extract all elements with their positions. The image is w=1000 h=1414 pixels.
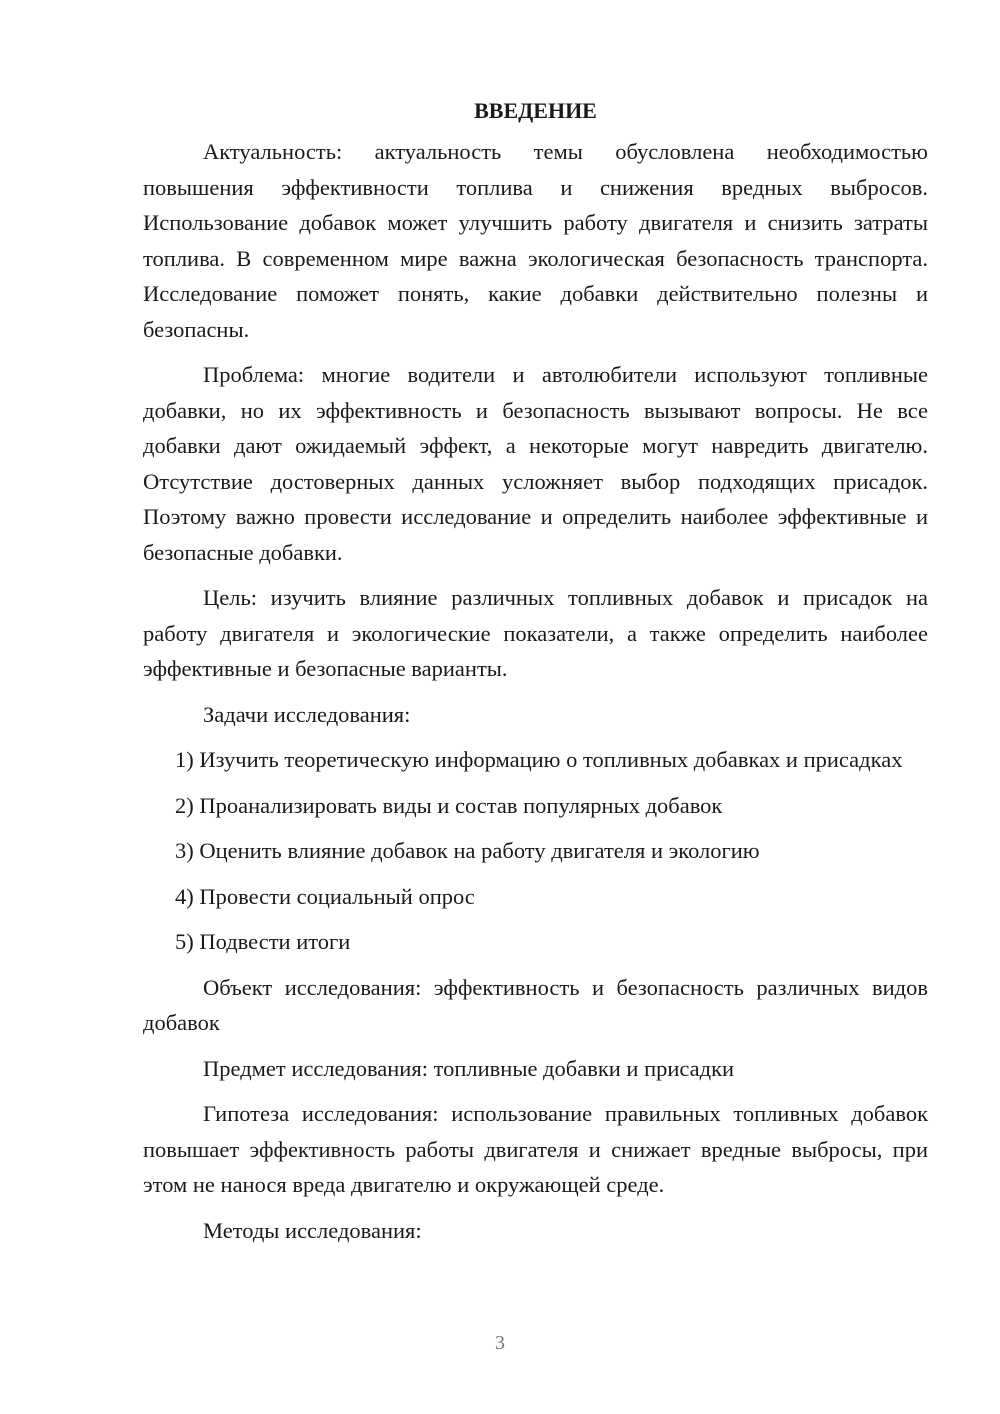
object-paragraph: Объект исследования: эффективность и безопасность различных видов добавок [143, 974, 928, 1035]
document-body [143, 96, 928, 1248]
relevance-paragraph: Актуальность: актуальность темы обусловлена необходимостью повышения эффективности топлива и снижения вредных выбросов. Использование добавок может улучшить работу двигателя и снизить затраты топлива. В современном мире важна экологическая безопасность транспорта. Исследование поможет понять, какие добавки действительно полезны и безопасны. [143, 139, 928, 342]
methods-heading: Методы исследования: [203, 1217, 422, 1243]
tasks-heading: Задачи исследования: [203, 701, 411, 727]
hypothesis-paragraph: Гипотеза исследования: использование правильных топливных добавок повышает эффективность работы двигателя и снижает вредные выбросы, при этом не нанося вреда двигателю и окружающей среде. [143, 1101, 928, 1197]
goal-paragraph: Цель: изучить влияние различных топливных добавок и присадок на работу двигателя и экологические показатели, а также определить наиболее эффективные и безопасные варианты. [143, 585, 928, 681]
subject-paragraph: Предмет исследования: топливные добавки и присадки [203, 1055, 735, 1081]
task-item-1: 1) Изучить теоретическую информацию о топливных добавках и присадках [175, 747, 903, 772]
task-item-5: 5) Подвести итоги [175, 929, 351, 954]
task-item-2: 2) Проанализировать виды и состав популярных добавок [175, 792, 723, 818]
page-number: 3 [495, 1332, 505, 1354]
task-item-3: 3) Оценить влияние добавок на работу двигателя и экологию [175, 838, 760, 863]
task-item-4: 4) Провести социальный опрос [175, 883, 475, 909]
page-title: ВВЕДЕНИЕ [474, 98, 597, 123]
problem-paragraph: Проблема: многие водители и автолюбители используют топливные добавки, но их эффективность и безопасность вызывают вопросы. Не все добавки дают ожидаемый эффект, а некоторые могут навредить двигателю. Отсутствие достоверных данных усложняет выбор подходящих присадок. Поэтому важно провести исследование и определить наиболее эффективные и безопасные добавки. [143, 362, 928, 565]
